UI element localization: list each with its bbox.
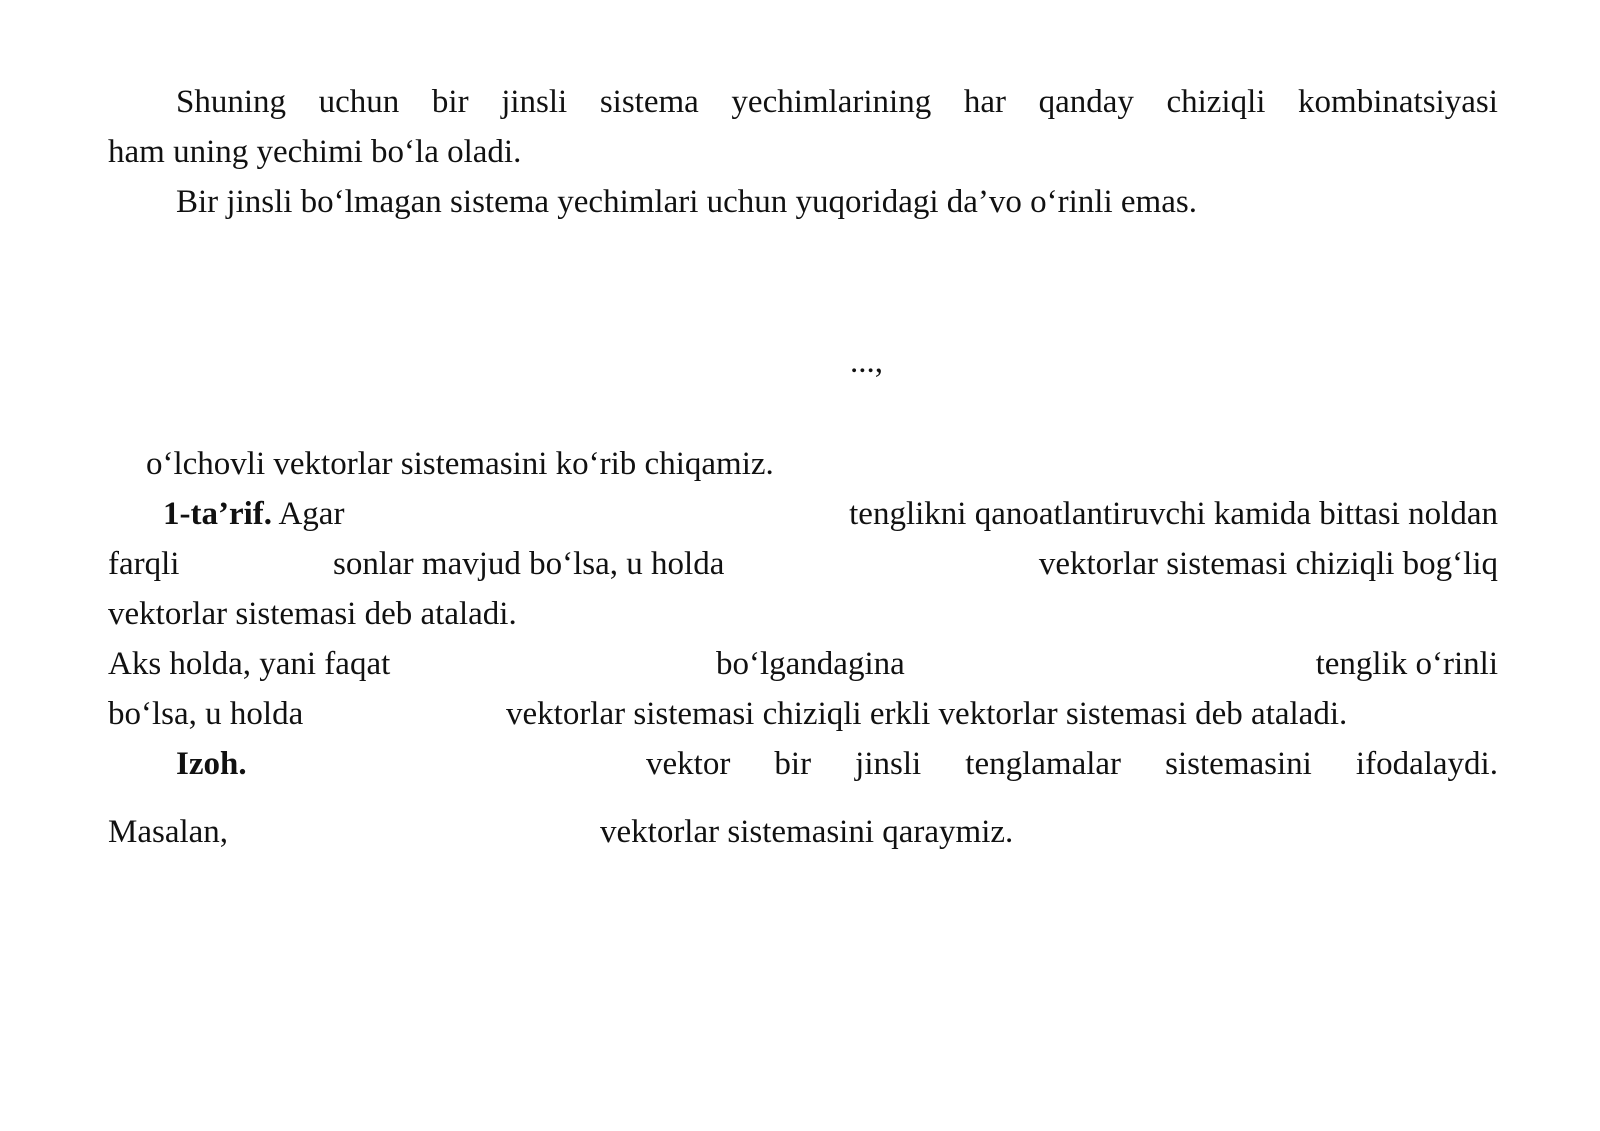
word: Shuning bbox=[176, 84, 287, 120]
definition-1-line-1 bbox=[163, 494, 344, 534]
word: bir bbox=[774, 746, 812, 782]
word: ifodalaydi. bbox=[1355, 746, 1498, 782]
word: uchun bbox=[318, 84, 400, 120]
aks-line-1-a: Aks holda, yani faqat bbox=[108, 646, 391, 682]
aks-line-1-b: bo‘lgandagina bbox=[716, 646, 905, 682]
word: tenglamalar bbox=[965, 746, 1122, 782]
aks-line-2-a: bo‘lsa, u holda bbox=[108, 696, 304, 732]
word: har bbox=[963, 84, 1006, 120]
word: qanday bbox=[1038, 84, 1134, 120]
word: chiziqli bbox=[1166, 84, 1266, 120]
definition-1-line-2-c: vektorlar sistemasi chiziqli bog‘liq bbox=[1038, 546, 1498, 582]
paragraph-3: o‘lchovli vektorlar sistemasini ko‘rib chiqamiz. bbox=[146, 446, 774, 482]
definition-1-line-2-b: sonlar mavjud bo‘lsa, u holda bbox=[333, 546, 725, 582]
word: jinsli bbox=[501, 84, 568, 120]
word: yechimlarining bbox=[731, 84, 932, 120]
izoh-label: Izoh. bbox=[176, 746, 247, 782]
paragraph-1-line-1 bbox=[176, 82, 1498, 122]
definition-label: 1-ta’rif. bbox=[163, 496, 273, 532]
definition-1-line-2-a: farqli bbox=[108, 546, 180, 582]
word: sistema bbox=[599, 84, 699, 120]
masalan-a: Masalan, bbox=[108, 814, 229, 850]
word: vektor bbox=[646, 746, 731, 782]
definition-1-line-1-tail: tenglikni qanoatlantiruvchi kamida bittasi noldan bbox=[849, 496, 1498, 532]
aks-line-1-c: tenglik o‘rinli bbox=[1315, 646, 1498, 682]
definition-1-line-3: vektorlar sistemasi deb ataladi. bbox=[108, 596, 517, 632]
word: kombinatsiyasi bbox=[1298, 84, 1498, 120]
word: sistemasini bbox=[1165, 746, 1312, 782]
agar-text: Agar bbox=[278, 496, 345, 532]
aks-line-2-b: vektorlar sistemasi chiziqli erkli vektorlar sistemasi deb ataladi. bbox=[506, 696, 1348, 732]
paragraph-1-line-2: ham uning yechimi bo‘la oladi. bbox=[108, 134, 522, 170]
masalan-b: vektorlar sistemasini qaraymiz. bbox=[600, 814, 1014, 850]
ellipsis-text: ..., bbox=[850, 344, 883, 380]
word: jinsli bbox=[855, 746, 922, 782]
izoh-line bbox=[646, 744, 1498, 784]
paragraph-2: Bir jinsli bo‘lmagan sistema yechimlari uchun yuqoridagi da’vo o‘rinli emas. bbox=[176, 184, 1197, 220]
word: bir bbox=[431, 84, 469, 120]
